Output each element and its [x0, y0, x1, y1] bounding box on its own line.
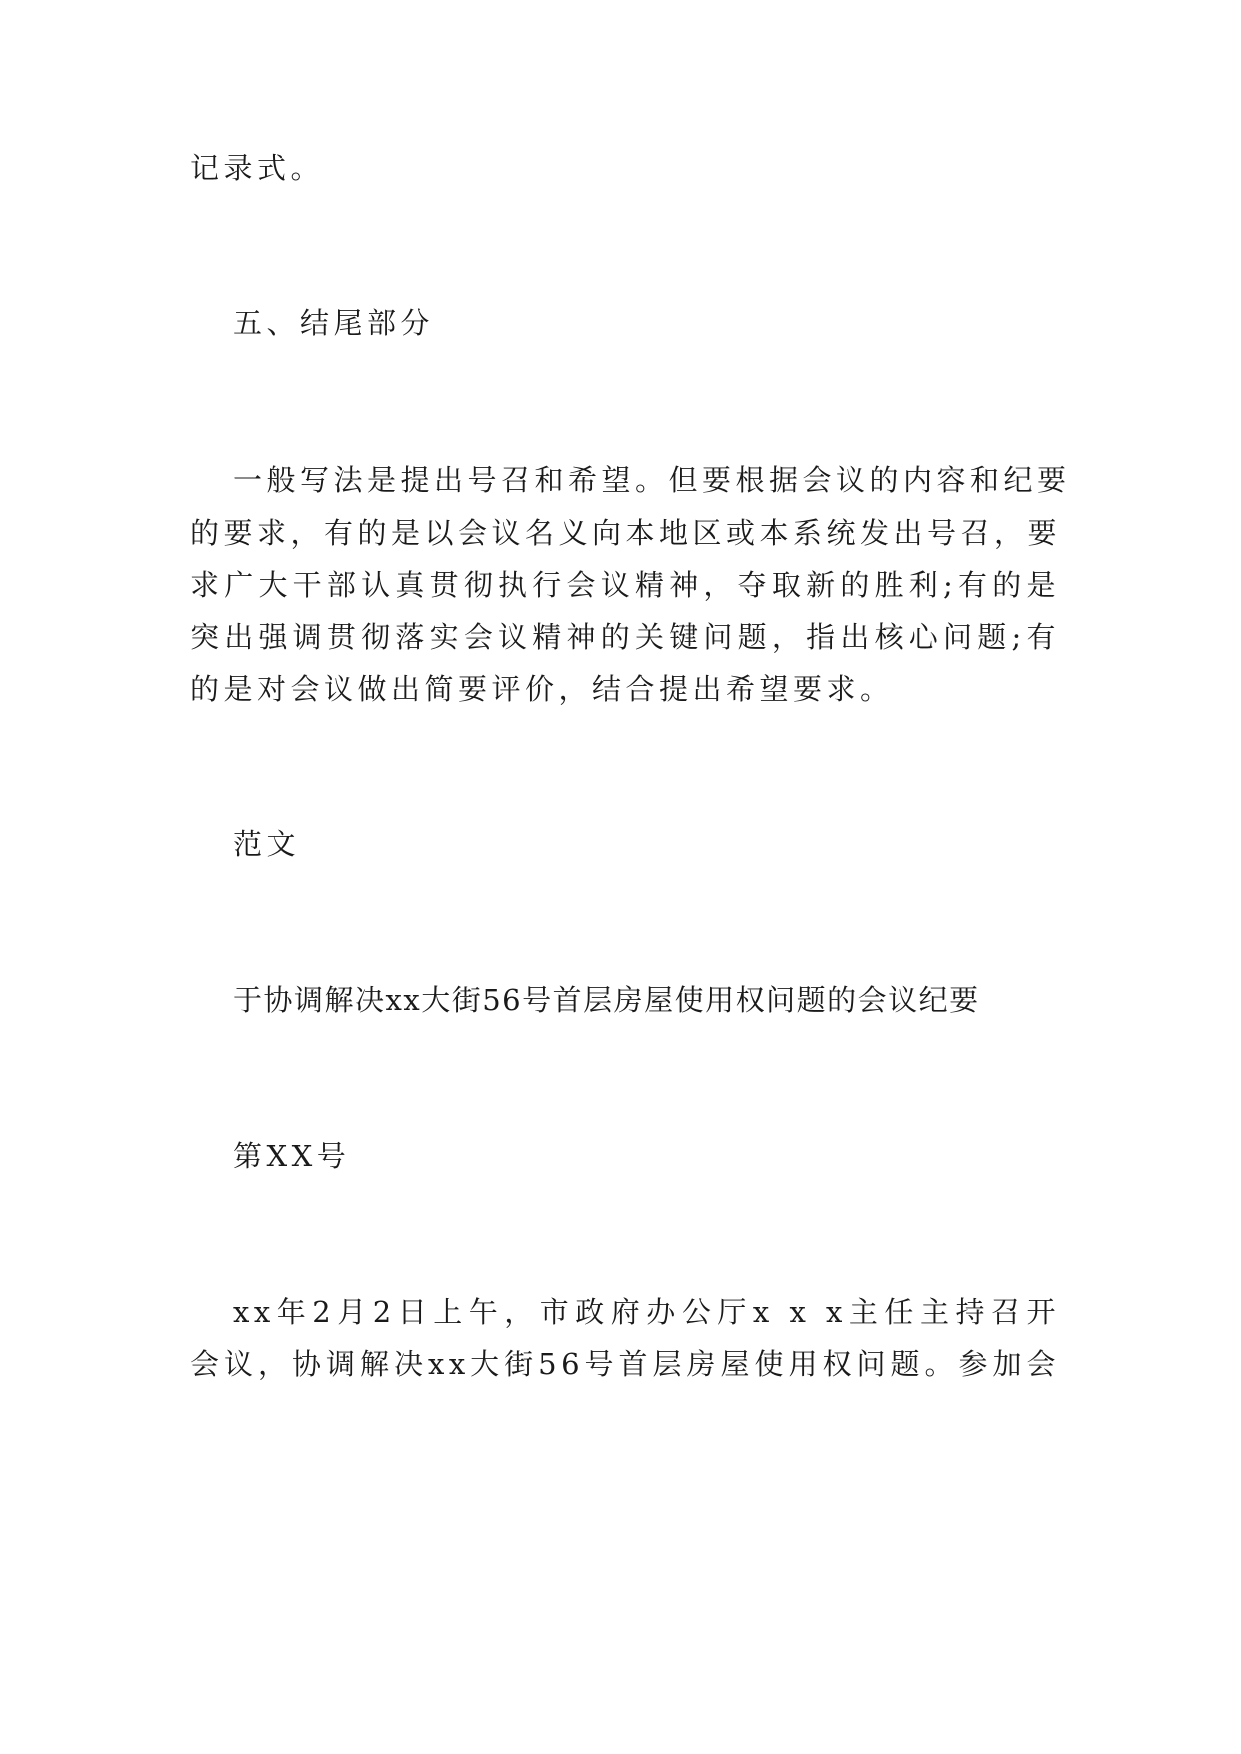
- section-five-line: 的是对会议做出简要评价，结合提出希望要求。: [190, 672, 894, 706]
- section-five-line: 的要求，有的是以会议名义向本地区或本系统发出号召，要: [190, 516, 1062, 550]
- section-five-heading: 五、结尾部分: [233, 306, 435, 340]
- section-five-line: 一般写法是提出号召和希望。但要根据会议的内容和纪要: [233, 463, 1071, 497]
- sample-body-line: 会议，协调解决xx大街56号首层房屋使用权问题。参加会: [190, 1347, 1060, 1381]
- sample-body-line: xx年2月2日上午，市政府办公厅x x x主任主持召开: [233, 1295, 1060, 1329]
- sample-number: 第XX号: [233, 1139, 351, 1173]
- intro-tail-line: 记录式。: [190, 151, 325, 185]
- section-five-line: 突出强调贯彻落实会议精神的关键问题，指出核心问题;有: [190, 620, 1060, 654]
- sample-title: 于协调解决xx大街56号首层房屋使用权问题的会议纪要: [233, 983, 980, 1017]
- section-five-line: 求广大干部认真贯彻执行会议精神，夺取新的胜利;有的是: [190, 568, 1060, 602]
- sample-heading: 范文: [233, 827, 301, 861]
